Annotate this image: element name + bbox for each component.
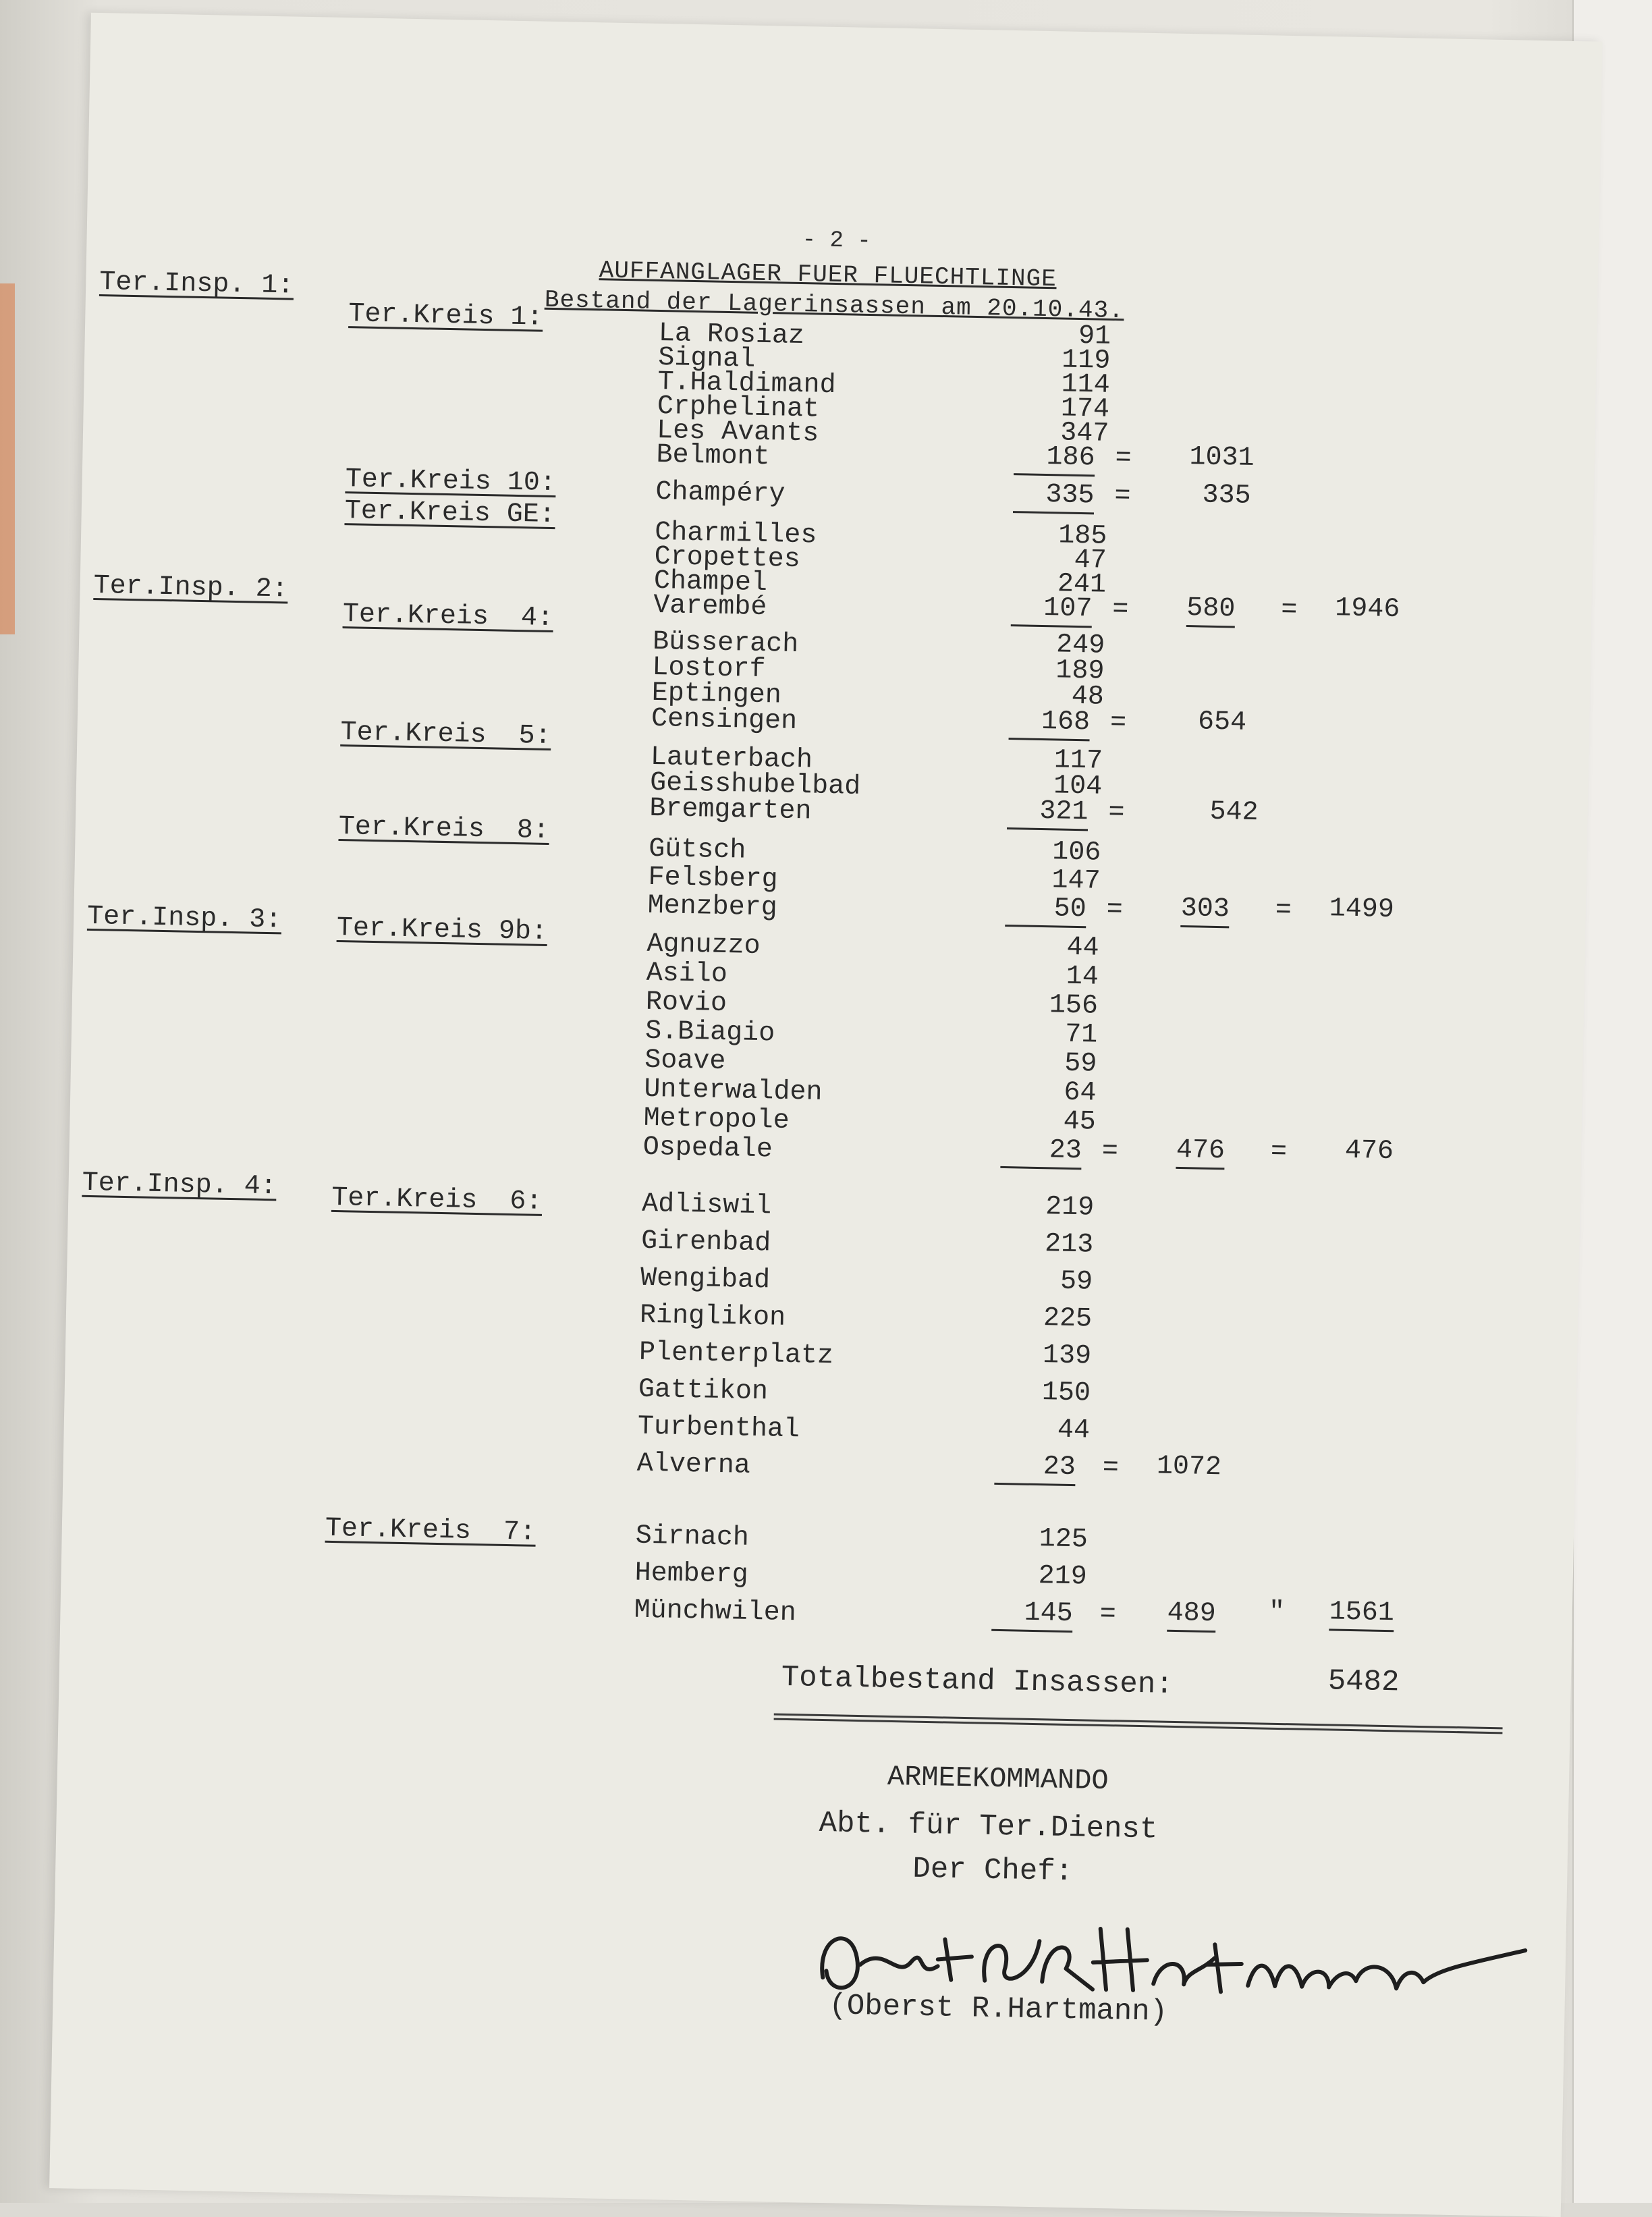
camp-name: Menzberg [647, 890, 778, 924]
camp-count: 44 [1066, 932, 1100, 964]
camp-name: Eptingen [651, 678, 782, 711]
subtotal-kreis4: 654 [1197, 707, 1247, 738]
camp-count: 125 [1039, 1524, 1089, 1556]
camp-count: 147 [1051, 865, 1101, 897]
equals-sign: = [1115, 443, 1132, 474]
total-label: Totalbestand Insassen: [781, 1660, 1174, 1702]
camp-count: 241 [1057, 569, 1107, 601]
camp-count: 59 [1064, 1048, 1097, 1080]
camp-name: Turbenthal [637, 1411, 800, 1446]
subtotal-kreis10: 335 [1202, 480, 1251, 512]
camp-name: Büsserach [652, 626, 799, 661]
camp-name: Varembé [653, 590, 767, 624]
camp-name: Girenbad [640, 1226, 771, 1259]
camp-name: Münchwilen [634, 1595, 797, 1629]
kreis-label: Ter.Kreis 7: [325, 1513, 536, 1548]
camp-name: Ospedale [642, 1132, 773, 1166]
subtotal-insp2: 1499 [1329, 894, 1395, 926]
equals-sign: = [1108, 797, 1125, 829]
camp-count: 50 [1005, 895, 1086, 928]
signature-line2: Abt. für Ter.Dienst [819, 1806, 1158, 1847]
subtotal-kreis6: 1072 [1156, 1451, 1222, 1483]
camp-count: 71 [1064, 1019, 1098, 1051]
subtotal-insp4: 1561 [1329, 1599, 1394, 1632]
equals-sign: = [1111, 594, 1129, 626]
camp-count: 186 [1014, 443, 1095, 476]
camp-name: Signal [657, 342, 756, 375]
camp-count: 219 [1038, 1561, 1088, 1593]
subtotal-kreis7: 489 [1167, 1600, 1216, 1633]
subtotal-kreis1: 1031 [1189, 442, 1255, 474]
subtotal-kreisGE: 580 [1186, 595, 1236, 628]
camp-count: 23 [994, 1453, 1076, 1486]
camp-name: Gattikon [638, 1374, 769, 1408]
double-rule [774, 1714, 1503, 1734]
kreis-label: Ter.Kreis 5: [340, 717, 551, 752]
subtotal-kreis8: 303 [1180, 896, 1230, 928]
camp-count: 119 [1061, 345, 1111, 377]
document-title: AUFFANGLAGER FUER FLUECHTLINGE [599, 256, 1057, 294]
page-number: - 2 - [802, 227, 872, 254]
camp-count: 48 [1071, 681, 1105, 713]
total-value: 5482 [1327, 1664, 1400, 1700]
camp-count: 91 [1078, 321, 1111, 352]
camp-count: 139 [1042, 1340, 1092, 1372]
camp-name: Belmont [656, 439, 770, 473]
camp-count: 59 [1059, 1266, 1093, 1298]
camp-name: Soave [644, 1045, 726, 1078]
camp-name: Champéry [655, 476, 786, 510]
camp-name: Metropole [643, 1103, 790, 1137]
camp-count: 114 [1061, 369, 1111, 401]
camp-name: Hemberg [634, 1558, 749, 1591]
equals-sign: = [1280, 595, 1298, 626]
camp-name: Bremgarten [649, 793, 812, 827]
camp-count: 174 [1060, 393, 1110, 425]
equals-sign: = [1099, 1599, 1117, 1631]
kreis-label: Ter.Kreis GE: [344, 496, 556, 531]
kreis-label: Ter.Kreis 1: [348, 299, 543, 333]
camp-name: Censingen [651, 703, 798, 738]
camp-count: 104 [1053, 771, 1103, 802]
camp-name: Charmilles [654, 517, 817, 551]
camp-name: Ringlikon [639, 1300, 786, 1334]
equals-sign: = [1270, 1137, 1288, 1168]
camp-name: Wengibad [640, 1263, 771, 1296]
camp-count: 64 [1064, 1077, 1097, 1109]
camp-name: La Rosiaz [658, 318, 805, 352]
camp-name: Agnuzzo [646, 929, 761, 962]
camp-count: 185 [1057, 520, 1107, 552]
kreis-label: Ter.Kreis 9b: [336, 912, 548, 948]
document-page [49, 13, 1602, 2217]
subtotal-insp1: 1946 [1334, 593, 1400, 626]
camp-count: 335 [1013, 481, 1095, 514]
camp-count: 145 [991, 1599, 1073, 1633]
signature-line1: ARMEEKOMMANDO [887, 1760, 1109, 1798]
camp-name: Asilo [646, 958, 728, 991]
printed-name: (Oberst R.Hartmann) [828, 1989, 1168, 2029]
camp-name: T.Haldimand [657, 366, 837, 402]
document-subtitle: Bestand der Lagerinsassen am 20.10.43. [544, 285, 1125, 325]
camp-count: 150 [1041, 1377, 1091, 1409]
signature-line3: Der Chef: [912, 1852, 1074, 1890]
kreis-label: Ter.Kreis 6: [331, 1182, 543, 1217]
subtotal-kreis9b: 476 [1176, 1137, 1225, 1170]
camp-count: 23 [1000, 1137, 1082, 1170]
subtotal-kreis5: 542 [1209, 796, 1259, 829]
camp-name: Alverna [636, 1448, 751, 1481]
camp-name: Geisshubelbad [649, 767, 861, 802]
folder-edge [0, 283, 15, 634]
camp-name: Les Avants [656, 415, 819, 449]
camp-count: 213 [1044, 1229, 1094, 1261]
ditto-mark: " [1268, 1597, 1286, 1628]
camp-name: Lauterbach [650, 742, 813, 776]
insp-label: Ter.Insp. 4: [82, 1168, 277, 1203]
camp-count: 225 [1043, 1303, 1093, 1335]
camp-name: Sirnach [635, 1521, 750, 1554]
insp-label: Ter.Insp. 1: [99, 267, 294, 302]
camp-count: 347 [1059, 418, 1109, 449]
subtotal-insp3: 476 [1344, 1135, 1394, 1168]
camp-name: Adliswil [641, 1188, 772, 1222]
camp-count: 107 [1011, 595, 1093, 628]
camp-count: 45 [1063, 1106, 1097, 1138]
equals-sign: = [1114, 481, 1131, 512]
insp-label: Ter.Insp. 2: [93, 570, 289, 605]
camp-name: Unterwalden [644, 1074, 823, 1108]
camp-count: 219 [1045, 1192, 1095, 1224]
camp-count: 106 [1051, 837, 1101, 869]
equals-sign: = [1109, 707, 1127, 739]
camp-name: Plenterplatz [638, 1337, 834, 1372]
camp-name: Felsberg [648, 862, 778, 896]
camp-count: 249 [1055, 630, 1105, 661]
camp-name: S.Biagio [644, 1016, 775, 1049]
camp-name: Lostorf [652, 652, 766, 686]
kreis-label: Ter.Kreis 10: [345, 464, 557, 499]
equals-sign: = [1275, 895, 1292, 927]
camp-name: Crphelinat [657, 391, 820, 425]
camp-count: 156 [1049, 990, 1099, 1022]
camp-count: 14 [1066, 961, 1099, 993]
camp-name: Champel [653, 566, 768, 599]
camp-count: 321 [1007, 798, 1089, 831]
camp-name: Cropettes [654, 541, 801, 576]
equals-sign: = [1106, 894, 1124, 926]
insp-label: Ter.Insp. 3: [86, 901, 282, 936]
camp-count: 47 [1074, 545, 1107, 576]
camp-name: Gütsch [648, 833, 746, 867]
equals-sign: = [1101, 1136, 1119, 1168]
kreis-label: Ter.Kreis 4: [342, 599, 554, 634]
camp-name: Rovio [645, 987, 727, 1020]
kreis-label: Ter.Kreis 8: [338, 812, 550, 846]
camp-count: 168 [1009, 708, 1091, 741]
camp-count: 117 [1053, 745, 1103, 777]
equals-sign: = [1102, 1452, 1120, 1484]
camp-count: 189 [1055, 655, 1105, 687]
camp-count: 44 [1057, 1415, 1091, 1446]
